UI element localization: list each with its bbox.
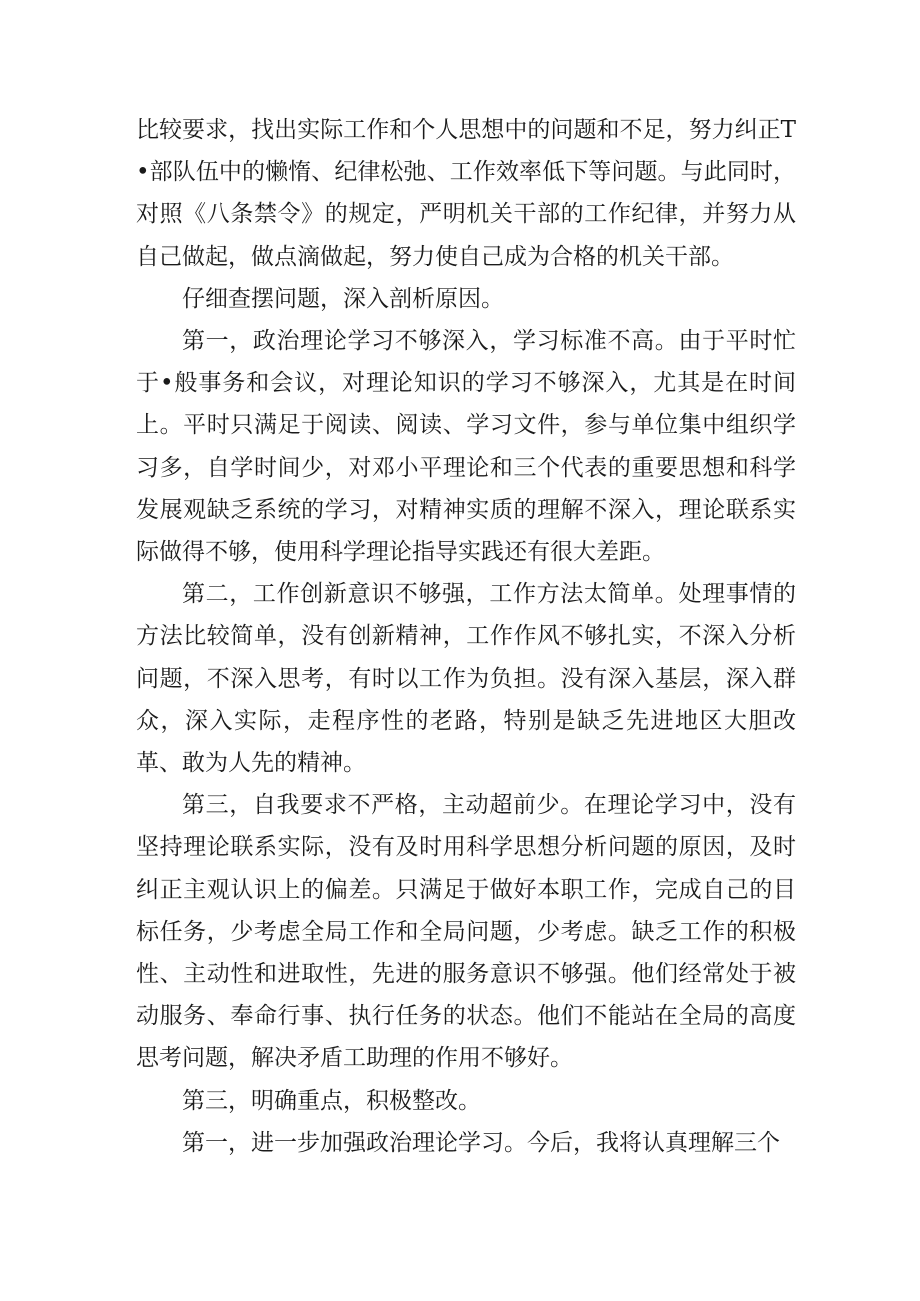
paragraph-point-3: 第三，自我要求不严格，主动超前少。在理论学习中，没有坚持理论联系实际，没有及时用科学思想分析问题的原因，及时纠正主观认识上的偏差。只满足于做好本职工作，完成自己的目标任务，少考虑全局工作和全局问题，少考虑。缺乏工作的积极性、主动性和进取性，先进的服务意识不够强。他们经常处于被动服务、奉命行事、执行任务的状态。他们不能站在全局的高度思考问题，解决矛盾工助理的作用不够好。 bbox=[136, 792, 796, 1072]
paragraph-section-heading-2: 第三，明确重点，积极整改。 bbox=[182, 1087, 481, 1114]
document-body bbox=[136, 109, 796, 1164]
paragraph-point-1: 第一，政治理论学习不够深入，学习标准不高。由于平时忙于•般事务和会议，对理论知识的学习不够深入，尤其是在时间上。平时只满足于阅读、阅读、学习文件，参与单位集中组织学习多，自学时间少，对邓小平理论和三个代表的重要思想和科学发展观缺乏系统的学习，对精神实质的理解不深入，理论联系实际做得不够，使用科学理论指导实践还有很大差距。 bbox=[136, 328, 796, 566]
paragraph-section-heading: 仔细查摆问题，深入剖析原因。 bbox=[182, 285, 504, 312]
paragraph-continuation: 比较要求，找出实际工作和个人思想中的问题和不足，努力纠正T•部队伍中的懒惰、纪律松弛、工作效率低下等问题。与此同时，对照《八条禁令》的规定，严明机关干部的工作纪律，并努力从自己做起，做点滴做起，努力使自己成为合格的机关干部。 bbox=[136, 117, 796, 270]
paragraph-action-1: 第一，进一步加强政治理论学习。今后，我将认真理解三个 bbox=[182, 1129, 780, 1156]
paragraph-point-2: 第二，工作创新意识不够强，工作方法太简单。处理事情的方法比较简单，没有创新精神，工作作风不够扎实，不深入分析问题，不深入思考，有时以工作为负担。没有深入基层，深入群众，深入实际，走程序性的老路，特别是缺乏先进地区大胆改革、敢为人先的精神。 bbox=[136, 581, 796, 777]
